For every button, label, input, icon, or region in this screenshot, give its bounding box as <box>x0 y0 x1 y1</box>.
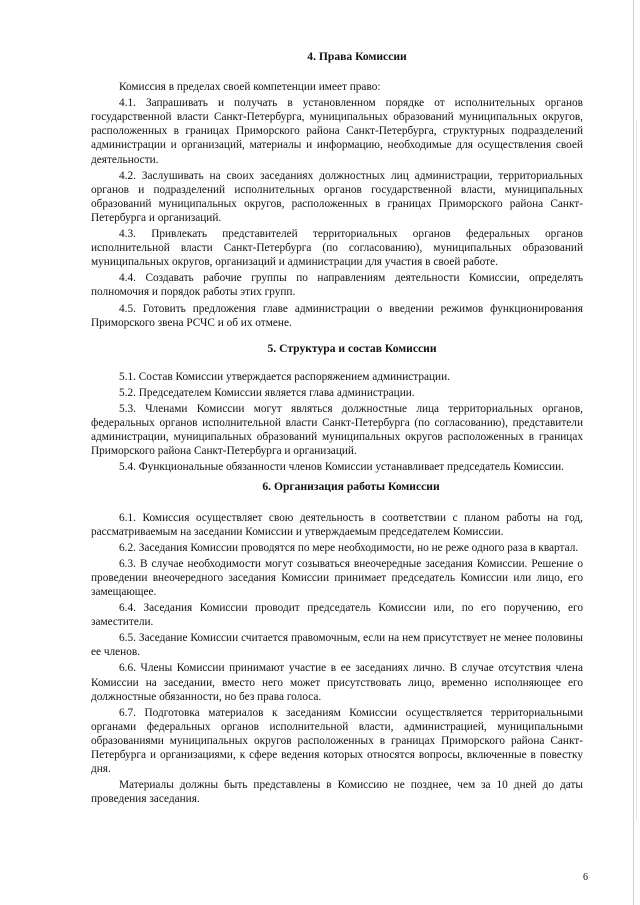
paragraph-6-3: 6.3. В случае необходимости могут созываться внеочередные заседания Комиссии. Решение о проведении внеочередного заседания Комиссии принимает председатель Комиссии или лицо, его замещающее. <box>91 557 583 598</box>
paragraph-6-6: 6.6. Члены Комиссии принимают участие в ее заседаниях лично. В случае отсутствия члена Комиссии на заседании, вместо него может присутствовать лицо, временно исполняющее его должностные обязанности, но без права голоса. <box>91 662 583 703</box>
paragraph-6-7: 6.7. Подготовка материалов к заседаниям Комиссии осуществляется территориальными органами федеральных органов исполнительной власти, администрацией, муниципальными образованиями муниципальных округов расположенных в границах Приморского района Санкт-Петербурга и организациями, к сфере ведения которых относятся вопросы, включенные в повестку дня. <box>91 706 583 776</box>
paragraph-4-1: 4.1. Запрашивать и получать в установленном порядке от исполнительных органов государственной власти Санкт-Петербурга, муниципальных образований муниципальных округов, расположенных в границах Приморского района Санкт-Петербурга, структурных подразделений администрации и организаций, материалы и информацию, необходимые для осуществления своей деятельности. <box>91 97 583 166</box>
scan-edge-line <box>633 0 634 905</box>
paragraph-5-3: 5.3. Членами Комиссии могут являться должностные лица территориальных органов, федеральных органов исполнительной власти Санкт-Петербурга (по согласованию), представители администрации, муниципальных образований муниципальных округов расположенных в границах Приморского района Санкт-Петербурга и организаций. <box>91 402 583 458</box>
paragraph-6-2: 6.2. Заседания Комиссии проводятся по мере необходимости, но не реже одного раза в квартал. <box>119 541 579 554</box>
section-4-intro: Комиссия в пределах своей компетенции имеет право: <box>119 81 381 94</box>
paragraph-6-7-materials: Материалы должны быть представлены в Комиссию не позднее, чем за 10 дней до даты проведения заседания. <box>91 779 583 806</box>
paragraph-5-1: 5.1. Состав Комиссии утверждается распоряжением администрации. <box>119 370 450 383</box>
paragraph-4-4: 4.4. Создавать рабочие группы по направлениям деятельности Комиссии, определять полномочия и порядок работы этих групп. <box>91 272 583 299</box>
paragraph-4-3: 4.3. Привлекать представителей территориальных органов федеральных органов исполнительной власти Санкт-Петербурга (по согласованию), муниципальных образований муниципальных округов, организаций и администрации для участия в своей работе. <box>91 228 583 269</box>
paragraph-6-4: 6.4. Заседания Комиссии проводит председатель Комиссии или, по его поручению, его заместители. <box>91 602 583 629</box>
paragraph-5-2: 5.2. Председателем Комиссии является глава администрации. <box>119 386 415 399</box>
paragraph-6-1: 6.1. Комиссия осуществляет свою деятельность в соответствии с планом работы на год, рассматриваемым на заседании Комиссии и утверждаемым председателем Комиссии. <box>91 511 583 538</box>
document-body <box>91 50 583 808</box>
page-number: 6 <box>583 872 588 883</box>
section-5-title: 5. Структура и состав Комиссии <box>267 341 437 355</box>
paragraph-6-5: 6.5. Заседание Комиссии считается правомочным, если на нем присутствует не менее половины ее членов. <box>91 632 583 659</box>
section-4-title: 4. Права Комиссии <box>307 50 407 63</box>
section-6-title: 6. Организация работы Комиссии <box>262 480 440 494</box>
scan-edge-line <box>636 120 637 820</box>
paragraph-4-5: 4.5. Готовить предложения главе администрации о введении режимов функционирования Приморского звена РСЧС и об их отмене. <box>91 302 583 329</box>
paragraph-4-2: 4.2. Заслушивать на своих заседаниях должностных лиц администрации, территориальных органов и подразделений исполнительных органов государственной власти, муниципальных образований муниципальных округов, расположенных в границах Приморского района Санкт-Петербурга и организаций. <box>91 169 583 224</box>
paragraph-5-4: 5.4. Функциональные обязанности членов Комиссии устанавливает председатель Комиссии. <box>119 461 564 474</box>
